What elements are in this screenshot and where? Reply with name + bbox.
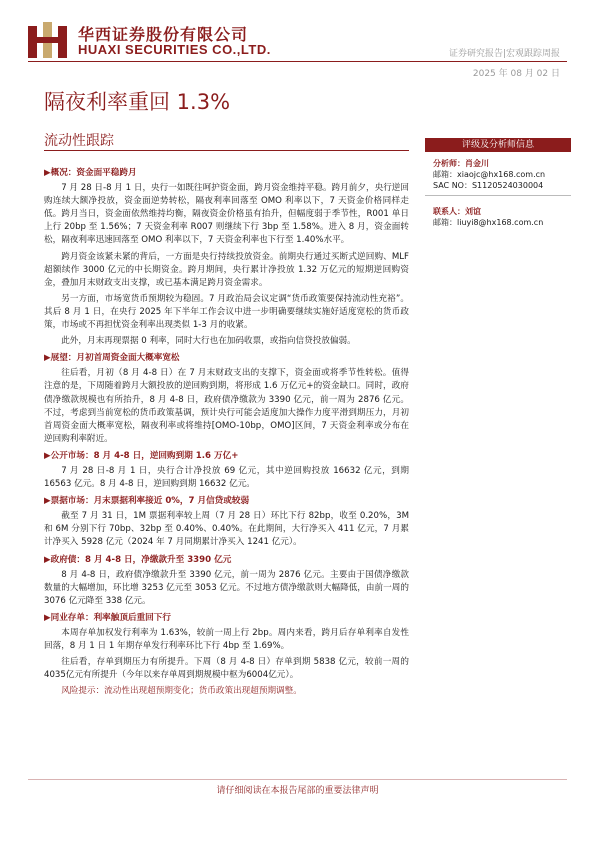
- section-heading-government-bonds: ▶政府债：8 月 4-8 日，净缴款升至 3390 亿元: [44, 554, 232, 565]
- paragraph: 8 月 4-8 日，政府债净缴款升至 3390 亿元，前一周为 2876 亿元。主要由于国债净缴款数量的大幅增加，环比增 3253 亿元至 3053 亿元。不过地方债净缴款则大幅降低，由前一周的 3076 亿元降至 338 亿元。: [44, 569, 409, 606]
- legal-disclaimer-note: 请仔细阅读在本报告尾部的重要法律声明: [216, 786, 379, 796]
- section-heading-bill-market: ▶票据市场：月末票据利率接近 0%，7 月信贷或较弱: [44, 496, 250, 507]
- sidebar-heading: 评级及分析师信息: [425, 138, 571, 152]
- report-body: [44, 163, 409, 701]
- section-heading-open-market: ▶公开市场：8 月 4-8 日，逆回购到期 1.6 万亿+: [44, 450, 239, 461]
- report-title: 隔夜利率重回 1.3%: [44, 90, 231, 114]
- paragraph: 此外，月末再现票据 0 利率，同时大行也在加码收票，或指向信贷投放偏弱。: [61, 336, 356, 347]
- report-type: 证券研究报告|宏观跟踪周报: [448, 49, 560, 59]
- section-heading-overview: ▶概况：资金面平稳跨月: [44, 168, 137, 178]
- paragraph: 本周存单加权发行利率为 1.63%，较前一周上行 2bp。周内来看，跨月后存单利率自发性回落，8 月 1 日 1 年期存单发行利率环比下行 4bp 至 1.69%。: [44, 628, 409, 652]
- company-logo: [28, 22, 68, 60]
- analyst-email[interactable]: 邮箱：xiaojc@hx168.com.cn: [433, 170, 546, 179]
- contact-block: [425, 206, 571, 228]
- report-date: 2025 年 08 月 02 日: [472, 69, 560, 79]
- paragraph: 往后看，月初（8 月 4-8 日）在 7 月末财政支出的支撑下，资金面或将季节性转松。值得注意的是，下周随着跨月大额投放的逆回购到期，将形成 1.6 万亿元+的资金缺口。同时，政府债净缴款规模也有所抬升，8 月 4-8 日，政府债净缴款为 3390 亿元，前一周为 2876 亿元。不过，考虑到当前宽松的货币政策基调，预计央行可能会适度加大操作力度平滑到期压力，月初首周资金面大概率宽松，隔夜利率或将维持[OMO-10bp，OMO]区间，7 天资金利率或分布在逆回购利率附近。: [44, 368, 409, 444]
- footer-divider: [28, 779, 567, 780]
- analyst-block: [425, 158, 571, 191]
- paragraph: 7 月 28 日-8 月 1 日，央行一如既往呵护资金面，跨月资金维持平稳。跨月前夕，央行逆回购连续大额净投放，资金面逆势转松，隔夜利率回落至 OMO 利率以下，7 天资金价格同样走低。跨月当日，资金面依然维持均衡，隔夜资金价格虽有抬升，但幅度弱于季节性，R001 单日上行 20bp 至 1.56%；7 天资金利率 R007 则继续下行 3bp 至 1.58%。进入 8 月，资金面转松，隔夜利率迅速回落至 OMO 利率以下，7 天资金利率也下行至 1.40%水平。: [44, 183, 409, 246]
- sidebar-divider: [425, 195, 571, 196]
- section-heading-ncd: ▶同业存单：利率触顶后重回下行: [44, 612, 171, 623]
- report-subtitle: 流动性跟踪: [44, 133, 114, 149]
- paragraph: 另一方面，市场宽货币预期较为稳固。7 月政治局会议定调“货币政策要保持流动性充裕”。其后 8 月 1 日，在央行 2025 年下半年工作会议中进一步明确要继续实施好适度宽松的货币政策，市场或不再担忧资金利率出现类似 1-3 月的收紧。: [44, 293, 409, 331]
- header-divider: [28, 61, 567, 62]
- subtitle-divider: [44, 150, 409, 151]
- paragraph: 截至 7 月 31 日，1M 票据利率较上周（7 月 28 日）环比下行 82bp，收至 0.20%，3M 和 6M 分别下行 70bp、32bp 至 0.40%、0.40%。在此期间，大行净买入 411 亿元，7 月累计净买入 5928 亿元（2024 年 7 月同期累计净买入 1241 亿元）。: [44, 511, 409, 548]
- risk-warning: 风险提示：流动性出现超预期变化；货币政策出现超预期调整。: [61, 686, 302, 697]
- company-name-en: HUAXI SECURITIES CO.,LTD.: [78, 42, 271, 57]
- company-name-cn: 华西证券股份有限公司: [78, 25, 249, 44]
- paragraph: 7 月 28 日-8 月 1 日，央行合计净投放 69 亿元，其中逆回购投放 16632 亿元，到期 16563 亿元。8 月 4-8 日，逆回购到期 16632 亿元。: [44, 465, 409, 490]
- contact-email[interactable]: 邮箱：liuyi8@hx168.com.cn: [433, 218, 544, 227]
- section-heading-outlook: ▶展望：月初首周资金面大概率宽松: [44, 353, 180, 364]
- analyst-name: 分析师：肖金川: [433, 159, 489, 168]
- analyst-sidebar: [425, 138, 571, 228]
- paragraph: 往后看，存单到期压力有所提升。下周（8 月 4-8 日）存单到期 5838 亿元，较前一周的4035亿元有所提升（今年以来存单周到期规模中枢为6004亿元）。: [44, 657, 409, 681]
- paragraph: 跨月资金该紧未紧的背后，一方面是央行持续投放资金。前期央行通过买断式逆回购、MLF 超额续作 3000 亿元的中长期资金。跨月期间，央行累计净投放 1.32 万亿元的短期逆回购资金，叠加月末财政支出支撑，或已基本满足跨月资金需求。: [44, 251, 409, 288]
- analyst-sac: SAC NO：S1120524030004: [433, 181, 544, 190]
- contact-name: 联系人：刘谊: [433, 207, 481, 216]
